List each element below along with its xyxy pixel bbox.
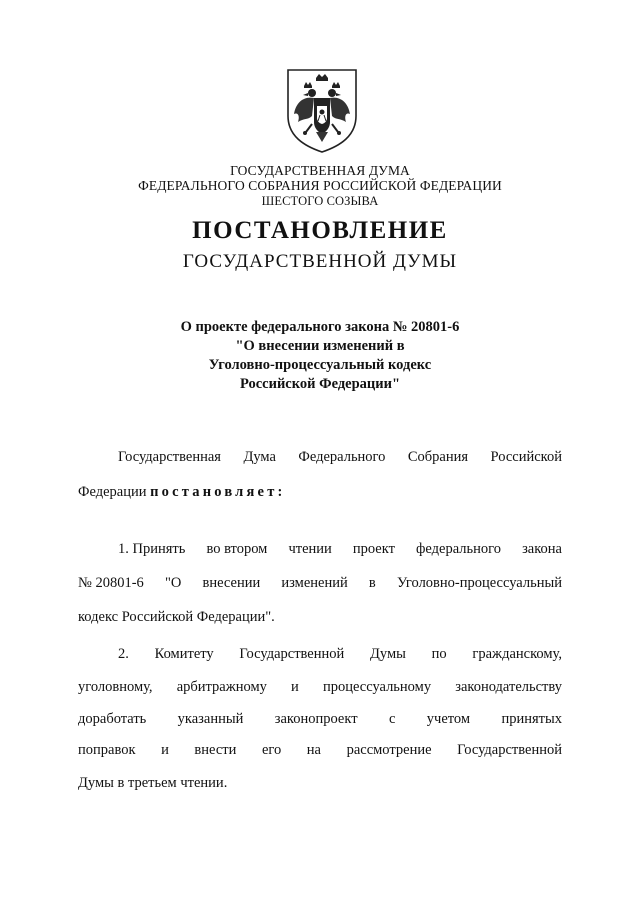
- word: Думы: [370, 646, 406, 662]
- word: арбитражному: [176, 679, 267, 695]
- word: принятых: [501, 711, 562, 727]
- decree-word: постановляет:: [150, 484, 286, 500]
- word: доработать: [78, 711, 147, 727]
- header-line-convocation: ШЕСТОГО СОЗЫВА: [261, 194, 379, 208]
- item-1-line-1: [118, 540, 562, 558]
- header-line-duma: ГОСУДАРСТВЕННАЯ ДУМА: [230, 163, 410, 178]
- word: Государственной: [239, 646, 345, 662]
- preamble-line-1: [118, 448, 562, 466]
- word: 1. Принять: [118, 541, 186, 557]
- word: Дума: [243, 449, 276, 465]
- word: закона: [522, 541, 562, 557]
- item-1-line-2: [78, 574, 562, 592]
- subject-line: О проекте федерального закона № 20801-6: [180, 319, 460, 335]
- word: его: [261, 742, 282, 758]
- word: гражданскому,: [472, 646, 562, 662]
- word: внесении: [202, 575, 261, 591]
- document-subject: [0, 318, 640, 394]
- word: законопроект: [274, 711, 358, 727]
- word: и: [291, 679, 299, 695]
- word: во втором: [206, 541, 268, 557]
- word: Комитету: [154, 646, 214, 662]
- word: Уголовно-процессуальный: [396, 575, 562, 591]
- word: Федерального: [298, 449, 386, 465]
- word: изменений: [281, 575, 348, 591]
- item-2-line-5: Думы в третьем чтении.: [78, 775, 228, 791]
- document-subtitle: ГОСУДАРСТВЕННОЙ ДУМЫ: [182, 251, 458, 272]
- word: с: [388, 711, 396, 727]
- header-line-federal-assembly: ФЕДЕРАЛЬНОГО СОБРАНИЯ РОССИЙСКОЙ ФЕДЕРАЦИИ: [138, 178, 502, 193]
- word: процессуальному: [322, 679, 432, 695]
- subject-line: Российской Федерации": [239, 376, 401, 392]
- word: "О: [164, 575, 182, 591]
- russian-coat-of-arms-icon: [284, 66, 360, 154]
- word: учетом: [426, 711, 471, 727]
- word: законодательству: [455, 679, 562, 695]
- word: 2.: [118, 646, 129, 662]
- subject-line: Уголовно-процессуальный кодекс: [208, 357, 432, 373]
- word: Государственная: [118, 449, 221, 465]
- item-2-line-4: [78, 741, 562, 759]
- word: указанный: [177, 711, 244, 727]
- word: Собрания: [407, 449, 469, 465]
- word: и: [161, 742, 169, 758]
- item-1-line-3: кодекс Российской Федерации".: [78, 609, 275, 625]
- item-2-line-3: [78, 710, 562, 728]
- word: в: [368, 575, 376, 591]
- item-2-line-2: [78, 678, 562, 696]
- word: на: [306, 742, 321, 758]
- word: проект: [352, 541, 395, 557]
- preamble-line-2: [78, 483, 562, 501]
- document-title: ПОСТАНОВЛЕНИЕ: [192, 217, 448, 244]
- word: Российской: [490, 449, 562, 465]
- word: чтении: [288, 541, 332, 557]
- word: по: [431, 646, 447, 662]
- word: поправок: [78, 742, 136, 758]
- subject-line: "О внесении изменений в: [235, 338, 405, 354]
- word: № 20801-6: [78, 575, 144, 591]
- word: рассмотрение: [346, 742, 432, 758]
- word: уголовному,: [78, 679, 153, 695]
- word: Государственной: [457, 742, 562, 758]
- word: федерального: [416, 541, 501, 557]
- word: Федерации: [78, 484, 147, 500]
- item-2-line-1: [118, 645, 562, 663]
- word: внести: [194, 742, 237, 758]
